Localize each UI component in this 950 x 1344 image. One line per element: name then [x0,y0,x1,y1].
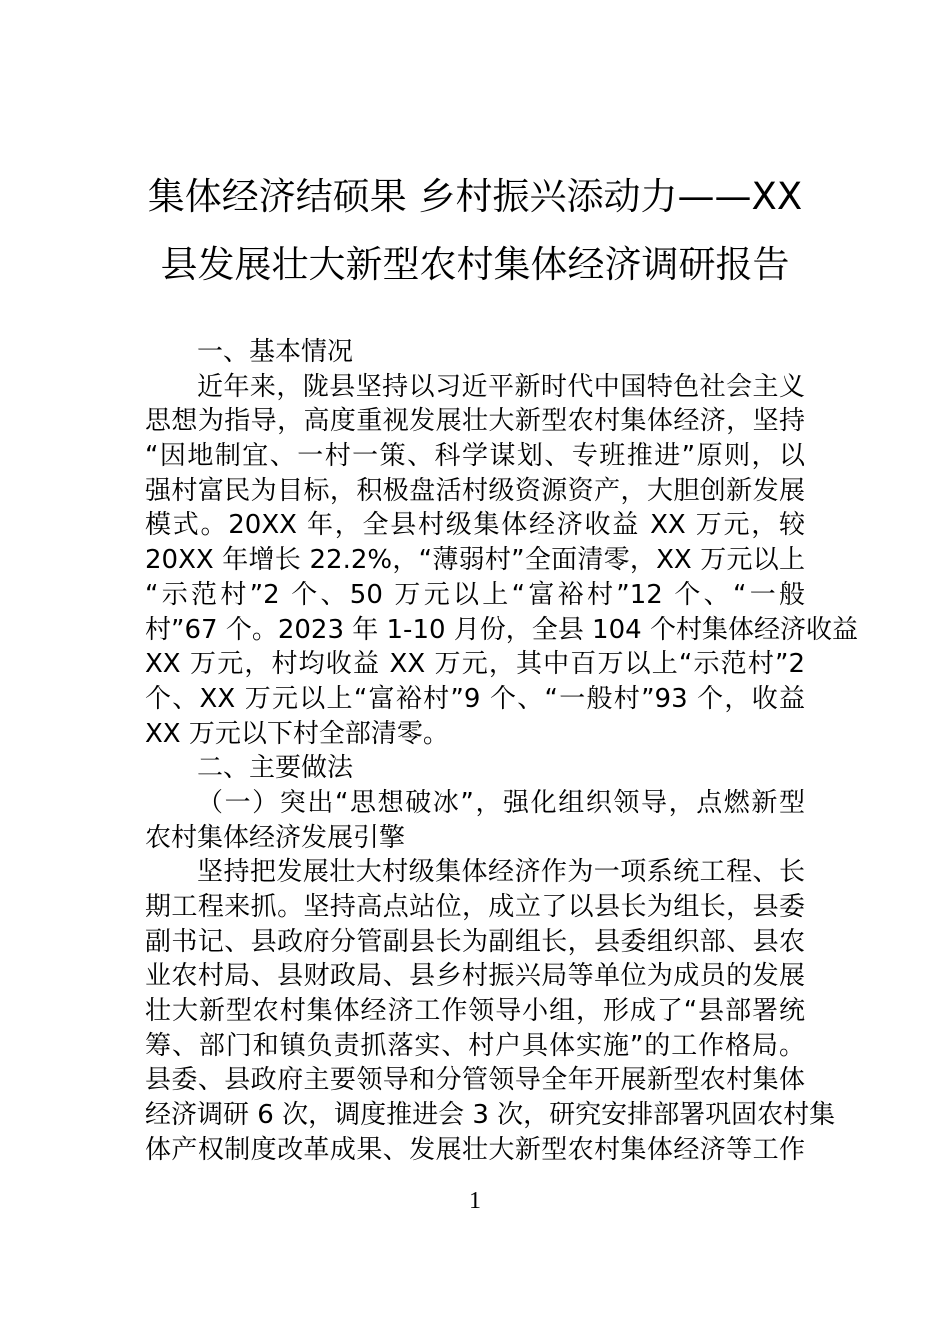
paragraph-line: 期工程来抓。坚持高点站位，成立了以县长为组长，县委 [145,892,805,922]
paragraph-line: 筹、部门和镇负责抓落实、村户具体实施”的工作格局。 [145,1030,805,1061]
paragraph-line: 业农村局、县财政局、县乡村振兴局等单位为成员的发展 [145,961,805,992]
title-line: 县发展壮大新型农村集体经济调研报告 [160,243,790,286]
paragraph-line: 县委、县政府主要领导和分管领导全年开展新型农村集体 [145,1065,805,1096]
paragraph-line: 坚持把发展壮大村级集体经济作为一项系统工程、长 [197,857,805,888]
paragraph-line: 模式。20XX 年，全县村级集体经济收益 XX 万元，较 [145,510,805,541]
paragraph-line: “示范村”2 个、50 万元以上“富裕村”12 个、“一般 [145,579,805,610]
document-body [145,335,858,1168]
paragraph-line: 壮大新型农村集体经济工作领导小组，形成了“县部署统 [145,996,805,1027]
document-title [140,163,810,299]
paragraph-line: “因地制宜、一村一策、科学谋划、专班推进”原则，以 [145,441,805,472]
paragraph-line: 近年来，陇县坚持以习近平新时代中国特色社会主义 [197,371,805,402]
paragraph-line: XX 万元以下村全部清零。 [145,718,449,749]
section-heading-line: 二、主要做法 [197,753,354,784]
paragraph-line: 思想为指导，高度重视发展壮大新型农村集体经济，坚持 [145,406,805,437]
paragraph-line: XX 万元，村均收益 XX 万元，其中百万以上“示范村”2 [145,649,805,680]
page-number: 1 [469,1188,481,1214]
paragraph-line: 村”67 个。2023 年 1-10 月份，全县 104 个村集体经济收益 [145,614,858,645]
paragraph-line: 个、XX 万元以上“富裕村”9 个、“一般村”93 个，收益 [145,683,805,714]
paragraph-line: 副书记、县政府分管副县长为副组长，县委组织部、县农 [145,926,805,957]
paragraph-line: 经济调研 6 次，调度推进会 3 次，研究安排部署巩固农村集 [145,1100,836,1131]
subheading-line: （一）突出“思想破冰”，强化组织领导，点燃新型 [197,787,805,818]
paragraph-line: 强村富民为目标，积极盘活村级资源资产，大胆创新发展 [145,475,805,506]
paragraph-line: 体产权制度改革成果、发展壮大新型农村集体经济等工作 [145,1134,805,1165]
title-line: 集体经济结硕果 乡村振兴添动力——XX [147,175,803,218]
subheading-line: 农村集体经济发展引擎 [145,822,406,853]
paragraph-line: 20XX 年增长 22.2%，“薄弱村”全面清零，XX 万元以上 [145,545,805,576]
section-heading-line: 一、基本情况 [197,337,354,367]
